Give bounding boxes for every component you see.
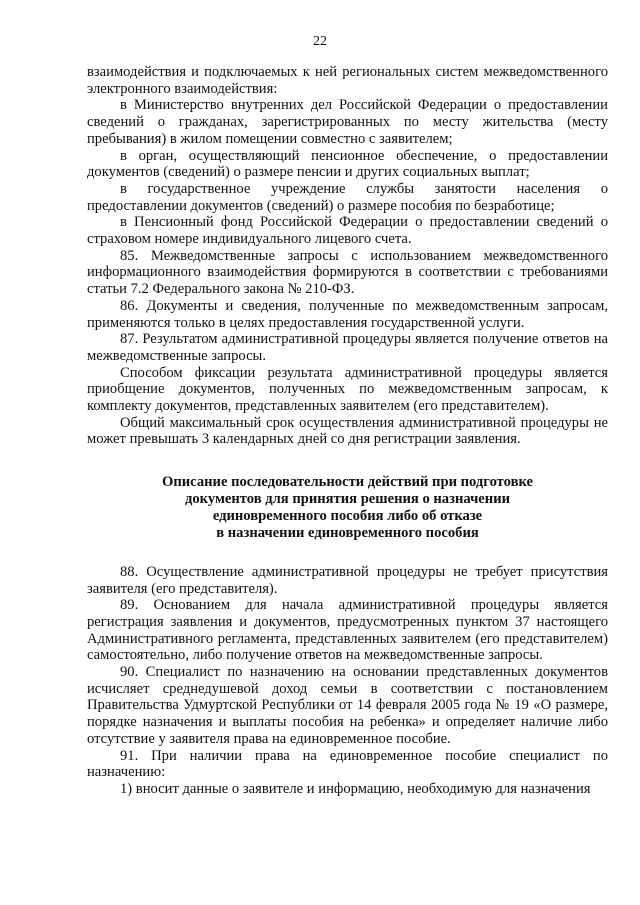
heading-line: документов для принятия решения о назначении: [184, 491, 511, 508]
paragraph-86: 86. Документы и сведения, полученные по межведомственным запросам, применяются только в целях предоставления государственной услуги.: [87, 297, 608, 331]
paragraph-90: 90. Специалист по назначению на основании представленных документов исчисляет среднедушевой доход семьи в соответствии с постановлением Правительства Удмуртской Республики от 14 февраля 2005 года № 19 «О размере, порядке назначения и выплаты пособия на ребенка» и определяет наличие либо отсутствие у заявителя права на единовременное пособие.: [87, 664, 608, 747]
paragraph-91: 91. При наличии права на единовременное пособие специалист по назначению:: [87, 747, 608, 781]
paragraph-pension-fund-request: в Пенсионный фонд Российской Федерации о предоставлении сведений о страховом номере индивидуального лицевого счета.: [87, 214, 608, 248]
paragraph-88: 88. Осуществление административной процедуры не требует присутствия заявителя (его представителя).: [87, 563, 608, 597]
paragraph-89: 89. Основанием для начала административной процедуры является регистрация заявления и документов, предусмотренных пунктом 37 настоящего Административного регламента, представленных заявителем (его представителем) самостоятельно, либо получение ответов на межведомственные запросы.: [87, 597, 608, 664]
paragraph-mvd-request: в Министерство внутренних дел Российской Федерации о предоставлении сведений о гражданах, зарегистрированных по месту жительства (месту пребывания) в жилом помещении совместно с заявителем;: [87, 97, 608, 147]
paragraph-85: 85. Межведомственные запросы с использованием межведомственного информационного взаимодействия формируются в соответствии с требованиями статьи 7.2 Федерального закона № 210-ФЗ.: [87, 247, 608, 298]
paragraph-91-item-1: 1) вносит данные о заявителе и информацию, необходимую для назначения: [120, 780, 591, 797]
paragraph-fixation-method: Способом фиксации результата административной процедуры является приобщение документов, полученных по межведомственным запросам, к комплекту документов, представленных заявителем (его представителем).: [87, 364, 608, 415]
section-heading: [87, 474, 608, 542]
heading-line: Описание последовательности действий при подготовке: [162, 474, 533, 491]
heading-line: в назначении единовременного пособия: [216, 524, 479, 541]
heading-line: единовременного пособия либо об отказе: [212, 507, 483, 524]
paragraph-employment-request: в государственное учреждение службы занятости населения о предоставлении документов (сведений) о размере пособия по безработице;: [87, 180, 608, 214]
document-body: [87, 64, 608, 798]
page-number: 22: [313, 34, 327, 49]
paragraph-87: 87. Результатом административной процедуры является получение ответов на межведомственные запросы.: [87, 331, 608, 364]
paragraph-pension-request: в орган, осуществляющий пенсионное обеспечение, о предоставлении документов (сведений) о размере пенсии и других социальных выплат;: [87, 147, 608, 181]
paragraph-max-term: Общий максимальный срок осуществления административной процедуры не может превышать 3 календарных дней со дня регистрации заявления.: [87, 414, 608, 448]
paragraph-continuation: взаимодействия и подключаемых к ней региональных систем межведомственного электронного взаимодействия:: [87, 64, 608, 97]
